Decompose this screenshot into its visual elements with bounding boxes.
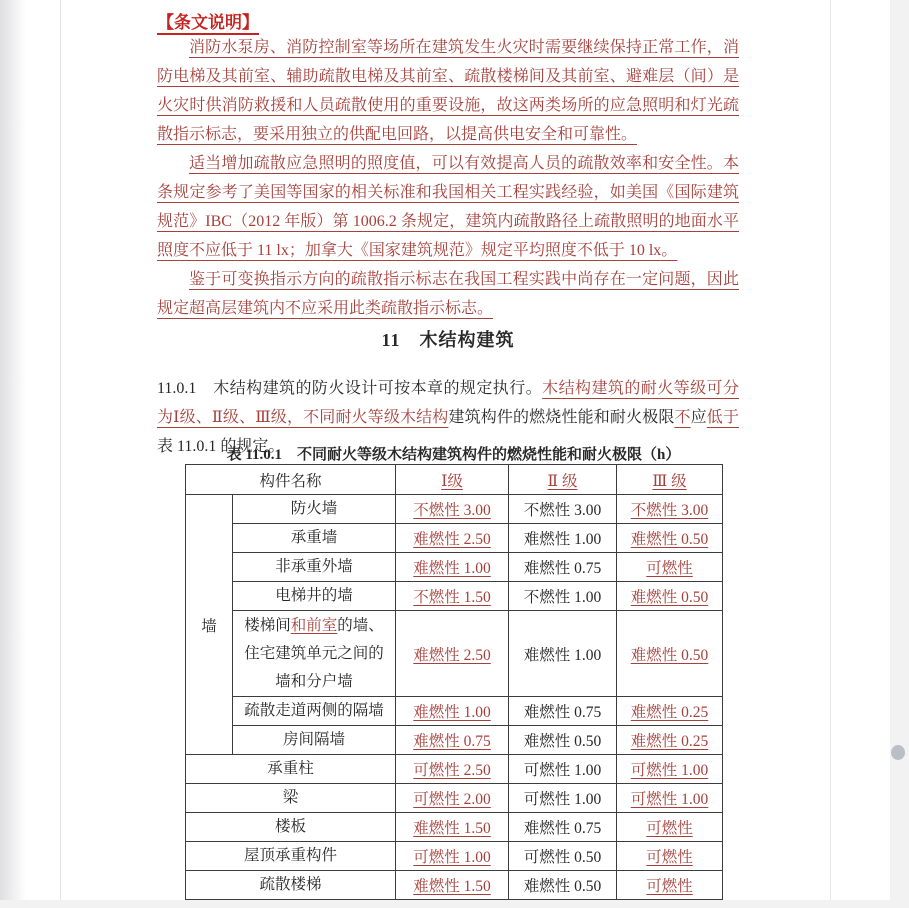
component-name-cell [186, 813, 396, 842]
bottom-edge-strip [0, 900, 909, 908]
text-segment: 梁 [282, 789, 299, 806]
value-cell: 难燃性 0.50 [617, 524, 723, 553]
text-segment: 电梯井的墙 [275, 587, 353, 604]
table-row [186, 755, 723, 784]
value-cell: 可燃性 [617, 553, 723, 582]
text-segment: 表 11.0.1 的规定。 [157, 438, 285, 455]
commentary-paragraph-1: 消防水泵房、消防控制室等场所在建筑发生火灾时需要继续保持正常工作，消防电梯及其前室、辅助疏散电梯及其前室、疏散楼梯间及其前室、避难层（间）是火灾时供消防救援和人员疏散使用的重要设施，故这两类场所的应急照明和灯光疏散指示标志，要采用独立的供配电回路，以提高供电安全和可靠性。 [157, 39, 739, 143]
component-name-cell [233, 524, 396, 553]
text-segment: 楼板 [275, 818, 307, 835]
value-cell: 难燃性 0.25 [617, 726, 723, 755]
text-segment: 不 [674, 409, 691, 426]
component-name-cell [186, 755, 396, 784]
value-cell: 可燃性 1.00 [509, 755, 617, 784]
value-cell: 可燃性 1.00 [396, 842, 509, 871]
value-cell: 可燃性 2.00 [396, 784, 509, 813]
level-header-cell: Ⅱ 级 [509, 465, 617, 495]
text-segment: 的墙、住宅建筑单元之间的墙和分户墙 [244, 616, 384, 690]
page-left-edge [60, 0, 61, 900]
text-segment: 防火墙 [290, 500, 338, 517]
value-cell: 可燃性 1.00 [617, 784, 723, 813]
value-cell: 难燃性 0.50 [617, 582, 723, 611]
level-header-cell: Ⅰ级 [396, 465, 509, 495]
value-cell: 不燃性 3.00 [509, 495, 617, 524]
value-cell: 可燃性 [617, 813, 723, 842]
value-cell: 可燃性 1.00 [509, 784, 617, 813]
table-row [186, 784, 723, 813]
text-segment: 和前室 [290, 616, 338, 634]
component-name-cell [233, 726, 396, 755]
text-segment: 疏散楼梯 [259, 876, 322, 893]
text-segment: 非承重外墙 [275, 558, 353, 575]
component-name-cell [233, 582, 396, 611]
value-cell: 可燃性 0.50 [509, 842, 617, 871]
table-row [186, 582, 723, 611]
text-segment: 疏散走道两侧的隔墙 [244, 702, 384, 719]
table-row [186, 553, 723, 582]
commentary-paragraph-2: 适当增加疏散应急照明的照度值，可以有效提高人员的疏散效率和安全性。本条规定参考了美国等国家的相关标准和我国相关工程实践经验，如美国《国际建筑规范》IBC（2012 年版）第 1006.2 条规定，建筑内疏散路径上疏散照明的地面水平照度不应低于 11 lx；加拿大《国家建筑规范》规定平均照度不低于 10 lx。 [157, 155, 739, 259]
table-row [186, 697, 723, 726]
table-row [186, 871, 723, 900]
component-name-cell [186, 842, 396, 871]
value-cell: 难燃性 0.50 [509, 871, 617, 900]
text-segment: 屋顶承重构件 [244, 847, 338, 864]
chapter-heading: 11 木结构建筑 [381, 330, 515, 350]
group-label-cell: 墙 [186, 495, 233, 755]
text-segment: 低于 [706, 409, 739, 426]
page-left-shadow [0, 0, 26, 908]
value-cell: 难燃性 0.50 [617, 611, 723, 697]
text-segment: 建筑构件的燃烧性能和耐火极限 [448, 409, 675, 426]
table-row [186, 611, 723, 697]
value-cell: 可燃性 2.50 [396, 755, 509, 784]
value-cell: 不燃性 1.00 [509, 582, 617, 611]
value-cell: 难燃性 1.00 [396, 553, 509, 582]
text-segment: 11.0.1 木结构建筑的防火设计可按本章的规定执行。 [157, 380, 543, 397]
text-segment: 承重柱 [267, 760, 314, 777]
value-cell: 难燃性 0.50 [509, 726, 617, 755]
value-cell: 难燃性 1.00 [509, 611, 617, 697]
value-cell: 难燃性 0.75 [509, 697, 617, 726]
name-header-cell: 构件名称 [186, 465, 396, 495]
component-name-cell [186, 871, 396, 900]
value-cell: 难燃性 1.50 [396, 871, 509, 900]
value-cell: 可燃性 [617, 871, 723, 900]
table-caption: 表 11.0.1 不同耐火等级木结构建筑构件的燃烧性能和耐火极限（h） [226, 447, 681, 463]
scrollbar-thumb[interactable] [891, 745, 905, 760]
component-name-cell [233, 611, 396, 697]
table-row [186, 726, 723, 755]
value-cell: 难燃性 0.75 [509, 553, 617, 582]
value-cell: 难燃性 0.25 [617, 697, 723, 726]
value-cell: 难燃性 1.50 [396, 813, 509, 842]
table-row [186, 495, 723, 524]
text-segment: 承重墙 [290, 529, 338, 546]
component-name-cell [233, 553, 396, 582]
value-cell: 难燃性 2.50 [396, 611, 509, 697]
value-cell: 难燃性 2.50 [396, 524, 509, 553]
text-segment: 楼梯间 [244, 616, 291, 634]
component-name-cell [186, 784, 396, 813]
component-name-cell [233, 697, 396, 726]
value-cell: 难燃性 0.75 [396, 726, 509, 755]
text-segment: 木结构建筑的耐火等级可分为Ⅰ级、Ⅱ级、Ⅲ级，不同耐火等级木结构 [157, 380, 739, 426]
fire-resistance-table-body [186, 465, 723, 900]
table-row [186, 813, 723, 842]
value-cell: 可燃性 [617, 842, 723, 871]
level-header-cell: Ⅲ 级 [617, 465, 723, 495]
fire-resistance-table [185, 464, 723, 900]
value-cell: 不燃性 3.00 [396, 495, 509, 524]
value-cell: 难燃性 0.75 [509, 813, 617, 842]
value-cell: 可燃性 1.00 [617, 755, 723, 784]
table-header-row [186, 465, 723, 495]
text-segment: 房间隔墙 [283, 731, 346, 748]
scrollbar-track[interactable] [890, 0, 909, 908]
value-cell: 不燃性 3.00 [617, 495, 723, 524]
value-cell: 难燃性 1.00 [396, 697, 509, 726]
table-row [186, 524, 723, 553]
text-segment: 应 [690, 409, 707, 426]
section-label: 【条文说明】 [157, 13, 259, 32]
value-cell: 不燃性 1.50 [396, 582, 509, 611]
component-name-cell [233, 495, 396, 524]
table-row [186, 842, 723, 871]
commentary-paragraph-3: 鉴于可变换指示方向的疏散指示标志在我国工程实践中尚存在一定问题，因此规定超高层建筑内不应采用此类疏散指示标志。 [157, 271, 739, 317]
page-right-edge [830, 0, 831, 900]
value-cell: 难燃性 1.00 [509, 524, 617, 553]
